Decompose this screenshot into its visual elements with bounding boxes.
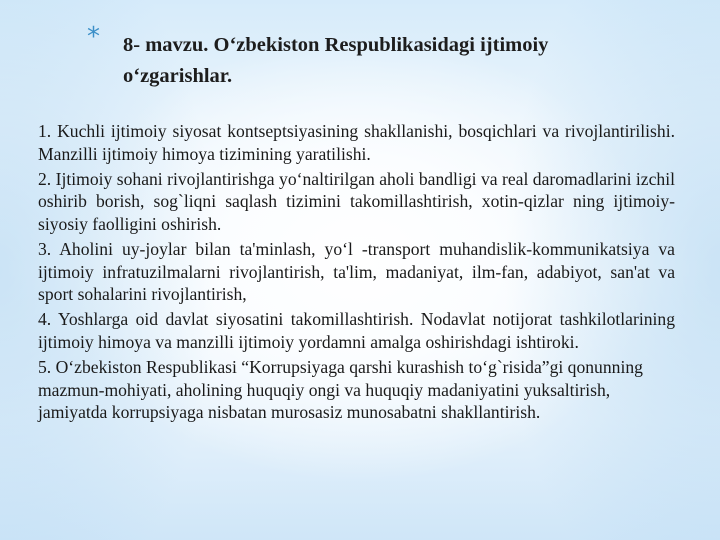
slide-title-line-2: o‘zgarishlar. (123, 65, 233, 87)
topic-item-3: 3. Aholini uy-joylar bilan ta'minlash, yo‘l -transport muhandislik-kommunikatsiya va ijtimoiy infratuzilmalarni rivojlantirish, ta'lim, madaniyat, ilm-fan, adabiyot, san'at va sport sohalarini rivojlantirish, (38, 238, 675, 305)
slide-title-line-1: 8- mavzu. O‘zbekiston Respublikasidagi ijtimoiy (123, 34, 549, 56)
bullet-asterisk-icon: * (87, 22, 100, 52)
slide-title-block (87, 22, 650, 92)
slide-title (123, 30, 650, 92)
topic-item-2: 2. Ijtimoiy sohani rivojlantirishga yo‘naltirilgan aholi bandligi va real daromadlarini izchil oshirib borish, sog`liqni saqlash tizimini takomillashtirish, xotin-qizlar ning ijtimoiy-siyosiy faolligini oshirish. (38, 168, 675, 234)
topic-item-4: 4. Yoshlarga oid davlat siyosatini takomillashtirish. Nodavlat notijorat tashkilotlarining ijtimoiy himoya va manzilli ijtimoiy yordamni amalga oshirishdagi ishtiroki. (38, 309, 675, 352)
slide-body (38, 120, 675, 426)
topic-item-1: 1. Kuchli ijtimoiy siyosat kontseptsiyasining shakllanishi, bosqichlari va rivojlantirilishi. Manzilli ijtimoiy himoya tizimining yaratilishi. (38, 121, 675, 164)
topic-item-5: 5. O‘zbekiston Respublikasi “Korrupsiyaga qarshi kurashish to‘g`risida”gi qonunning mazmun-mohiyati, aholining huquqiy ongi va huquqiy madaniyatini yuksaltirish, jamiyatda korrupsiyaga nisbatan murosasiz munosabatni shakllantirish. (38, 356, 643, 423)
